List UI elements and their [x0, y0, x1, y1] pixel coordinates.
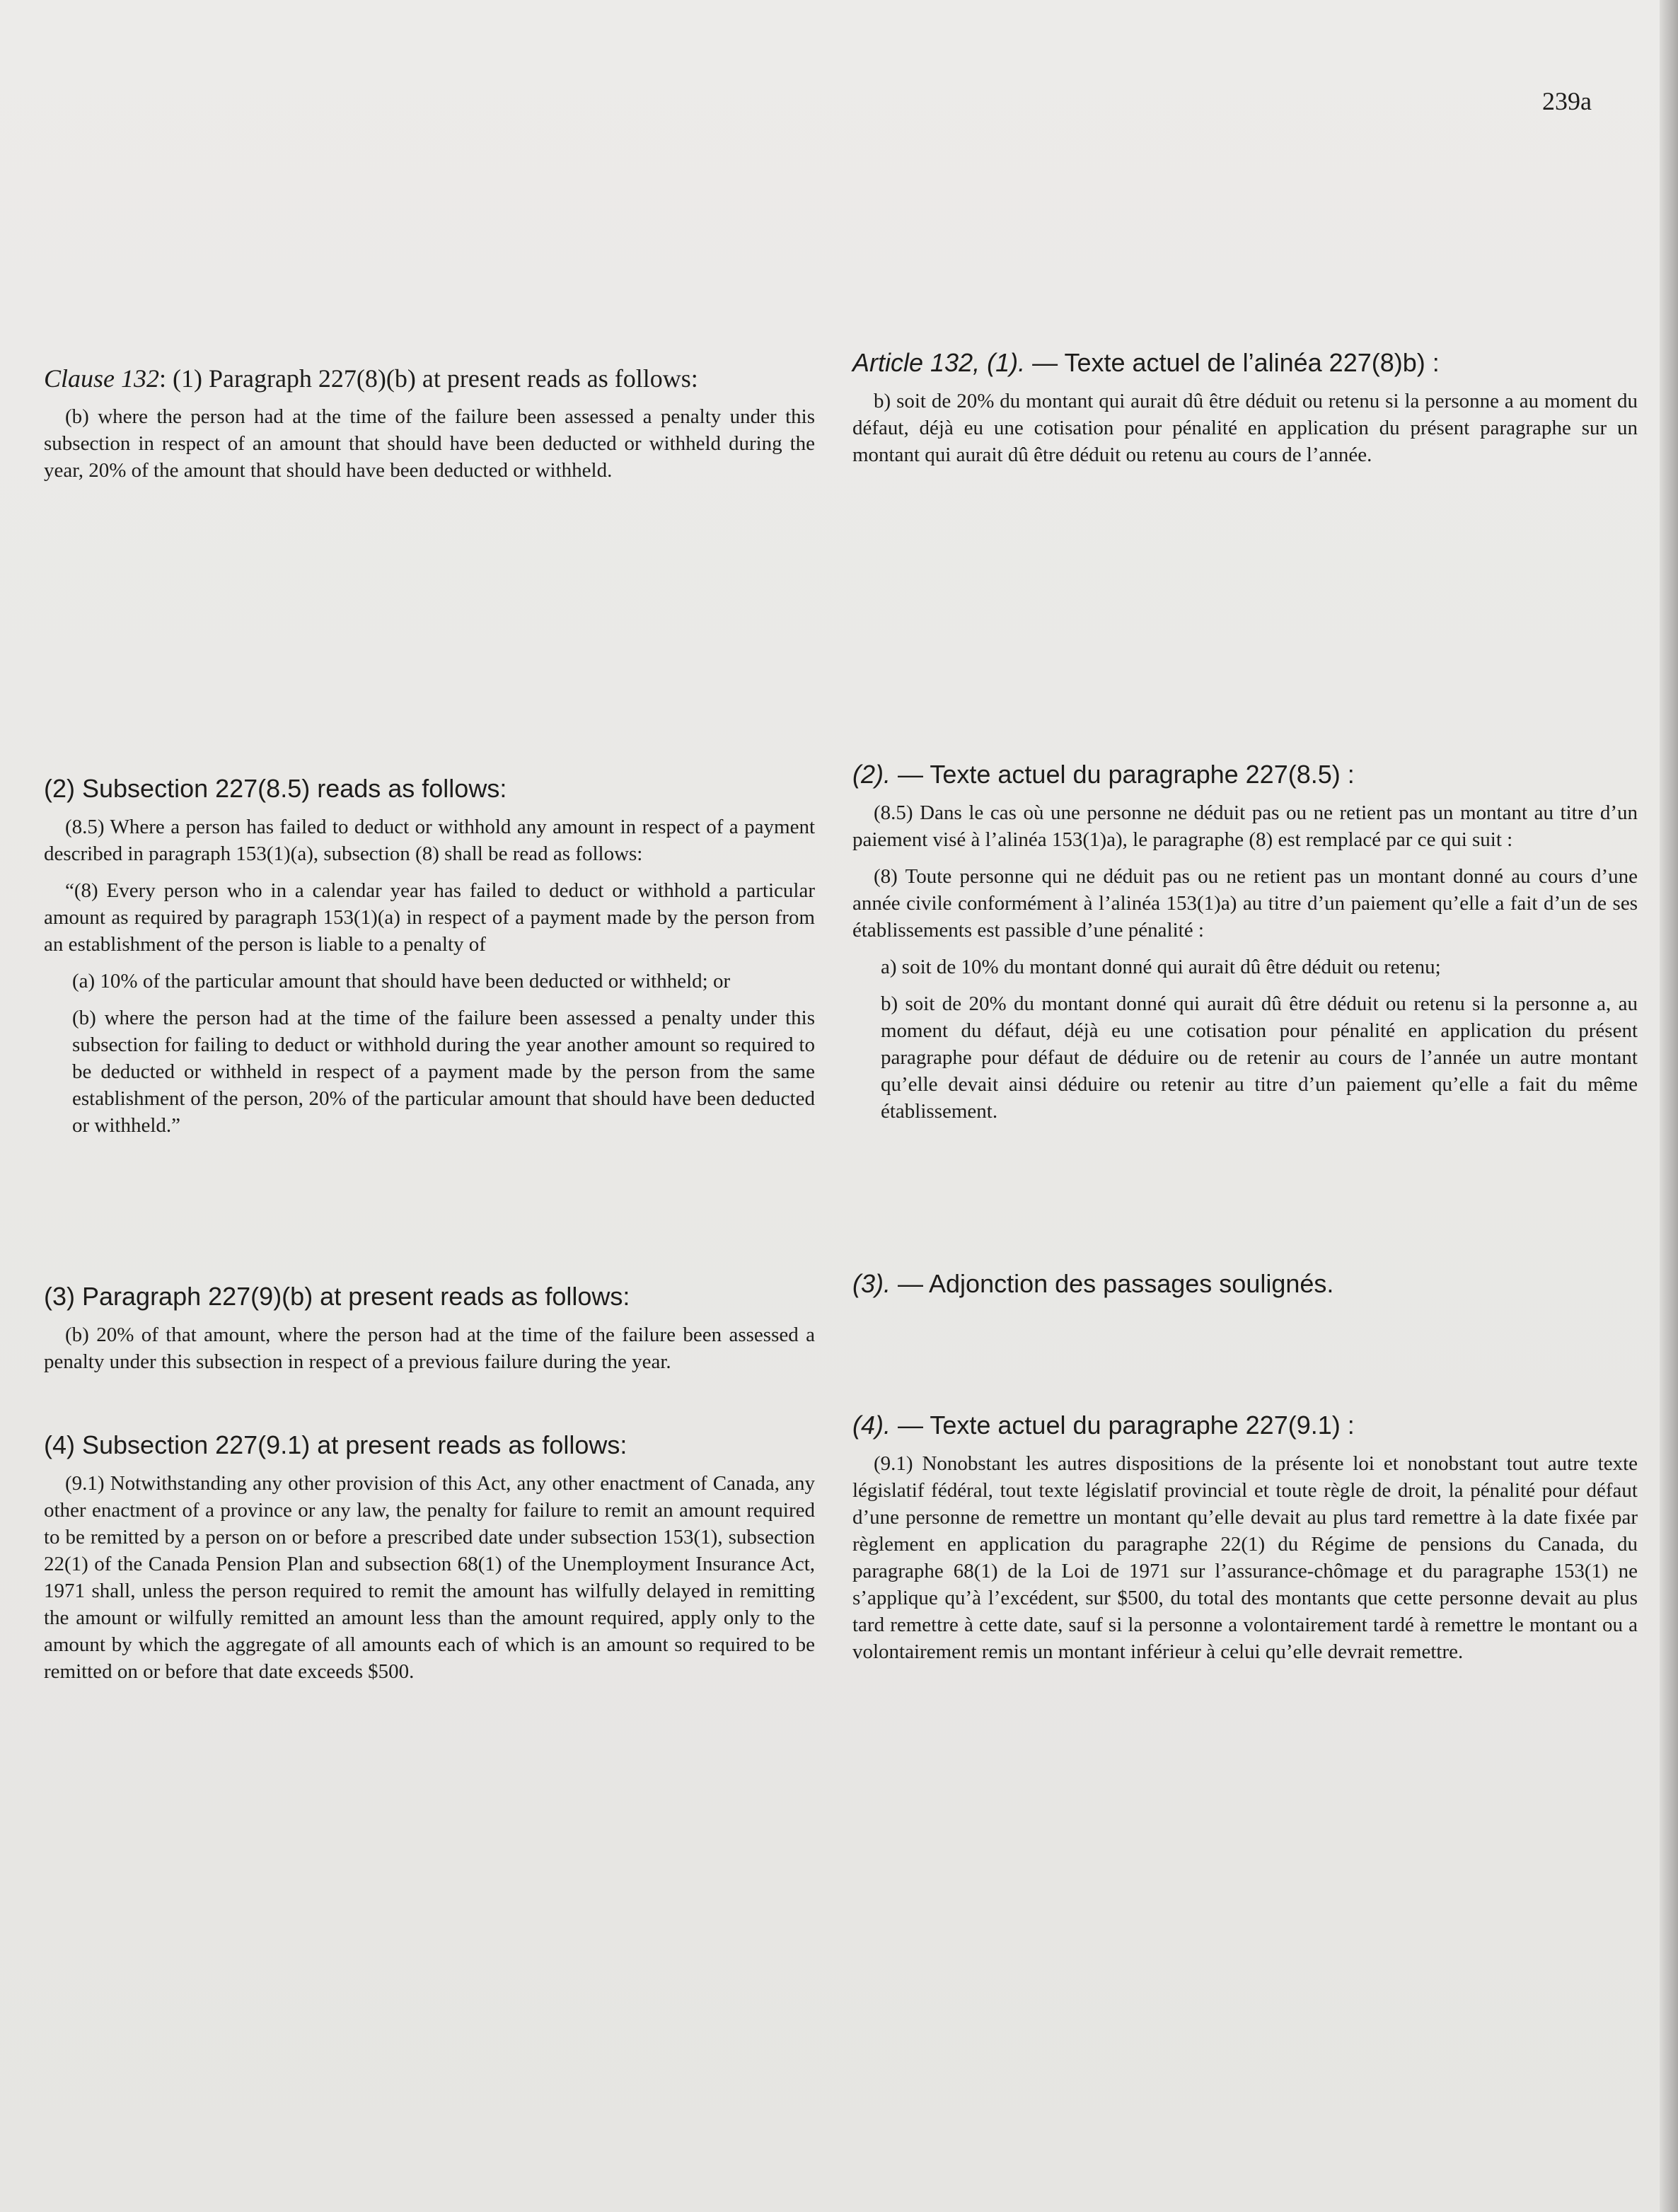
article-132-3-section — [852, 1268, 1638, 1309]
article-132-3-heading — [852, 1268, 1638, 1300]
article-132-2-heading — [852, 758, 1638, 791]
article-132-2-heading-text: — Texte actuel du paragraphe 227(8.5) : — [891, 760, 1355, 789]
clause-132-3-text: (b) 20% of that amount, where the person had at the time of the failure been assessed a penalty under this subsection in respect of a previous failure during the year. — [44, 1324, 815, 1373]
article-132-2-section — [852, 758, 1638, 1135]
article-132-4-label: (4). — [852, 1411, 891, 1440]
article-132-2-para-1: (8.5) Dans le cas où une personne ne déduit pas ou ne retient pas un montant au titre d’un paiement visé à l’alinéa 153(1)a), le paragraphe (8) est remplacé par ce qui suit : — [852, 801, 1638, 851]
clause-132-3-section — [44, 1280, 815, 1385]
clause-132-2-item-b: (b) where the person had at the time of the failure been assessed a penalty under this subsection for failing to deduct or withhold during the year another amount so required to be deducted or withheld in respect of a payment made by the person from the same establishment of the person, 20% of the particular amount that should have been deducted or withheld.” — [72, 1007, 815, 1137]
article-132-2-label: (2). — [852, 760, 891, 789]
clause-132-1-text: (b) where the person had at the time of the failure been assessed a penalty under this subsection in respect of an amount that should have been deducted or withheld during the year, 20% of the amount that should have been deducted or withheld. — [44, 405, 815, 482]
article-132-1-heading — [852, 347, 1638, 379]
page-number: 239a — [1542, 87, 1592, 115]
article-132-3-heading-text: — Adjonction des passages soulignés. — [891, 1269, 1334, 1298]
clause-132-2-para-2: “(8) Every person who in a calendar year has failed to deduct or withhold a particular amount as required by paragraph 153(1)(a) in respect of a payment made by the person from an establishment of the person is liable to a penalty of — [44, 879, 815, 956]
clause-132-4-heading: (4) Subsection 227(9.1) at present reads as follows: — [44, 1430, 627, 1459]
clause-132-4-text: (9.1) Notwithstanding any other provision of this Act, any other enactment of Canada, any other enactment of a province or any law, the penalty for failure to remit an amount required to be remitted by a person on or before a prescribed date under subsection 153(1), subsection 22(1) of the Canada Pension Plan and subsection 68(1) of the Unemployment Insurance Act, 1971 shall, unless the person required to remit the amount has wilfully delayed in remitting the amount or wilfully remitted an amount less than the amount required, apply only to the amount by which the aggregate of all amounts each of which is an amount so required to be remitted on or before that date exceeds $500. — [44, 1472, 815, 1683]
article-132-1-section — [852, 347, 1638, 478]
clause-132-1-heading — [44, 362, 815, 395]
article-132-4-section — [852, 1409, 1638, 1675]
article-132-2-para-2: (8) Toute personne qui ne déduit pas ou ne retient pas un montant donné au cours d’une année civile conformément à l’alinéa 153(1)a) au titre d’un paiement qu’elle a fait d’un de ses établissements est passible d’une pénalité : — [852, 865, 1638, 942]
article-132-4-heading — [852, 1409, 1638, 1442]
article-132-4-heading-text: — Texte actuel du paragraphe 227(9.1) : — [891, 1411, 1355, 1440]
article-132-2-item-a: a) soit de 10% du montant donné qui aurait dû être déduit ou retenu; — [881, 956, 1441, 978]
clause-132-2-para-1: (8.5) Where a person has failed to deduct or withhold any amount in respect of a payment described in paragraph 153(1)(a), subsection (8) shall be read as follows: — [44, 816, 815, 865]
clause-132-3-heading: (3) Paragraph 227(9)(b) at present reads as follows: — [44, 1282, 630, 1311]
clause-heading-text: : (1) Paragraph 227(8)(b) at present reads as follows: — [159, 364, 698, 393]
article-132-4-text: (9.1) Nonobstant les autres dispositions de la présente loi et nonobstant tout autre texte législatif fédéral, tout texte législatif provincial et toute règle de droit, la pénalité pour défaut d’une personne de remettre un montant qu’elle devait au plus tard remettre à la date fixée par règlement en application du paragraphe 22(1) du Régime de pensions du Canada, du paragraphe 68(1) de la Loi de 1971 sur l’assurance-chômage et du paragraphe 153(1) ne s’applique qu’à l’excédent, sur $500, du total des montants que cette personne devait au plus tard remettre à cette date, sauf si la personne a volontairement tardé à remettre le montant ou a volontairement remis un montant inférieur à celui qu’elle devrait remettre. — [852, 1452, 1638, 1663]
clause-132-2-item-a: (a) 10% of the particular amount that should have been deducted or withheld; or — [72, 970, 731, 992]
clause-label: Clause 132 — [44, 364, 160, 393]
clause-132-4-section — [44, 1429, 815, 1695]
article-132-3-label: (3). — [852, 1269, 891, 1298]
article-132-2-item-b: b) soit de 20% du montant donné qui aurait dû être déduit ou retenu si la personne a, au moment du défaut, déjà eu une cotisation pour pénalité en application du présent paragraphe pour défaut de déduire ou de retenir au cours de l’année un autre montant qu’elle devait ainsi déduire ou retenir au titre d’un paiement qu’elle a fait du même établissement. — [881, 992, 1638, 1123]
article-132-1-text: b) soit de 20% du montant qui aurait dû être déduit ou retenu si la personne a au moment du défaut, déjà eu une cotisation pour pénalité en application du présent paragraphe sur un montant qui aurait dû être déduit ou retenu au cours de l’année. — [852, 390, 1638, 466]
clause-132-2-section — [44, 772, 815, 1149]
article-heading-text: — Texte actuel de l’alinéa 227(8)b) : — [1025, 348, 1440, 377]
clause-132-1-section — [44, 362, 815, 494]
page-edge-shadow — [1660, 0, 1678, 2212]
article-label: Article 132, (1). — [852, 348, 1026, 377]
clause-132-2-heading: (2) Subsection 227(8.5) reads as follows: — [44, 774, 507, 803]
